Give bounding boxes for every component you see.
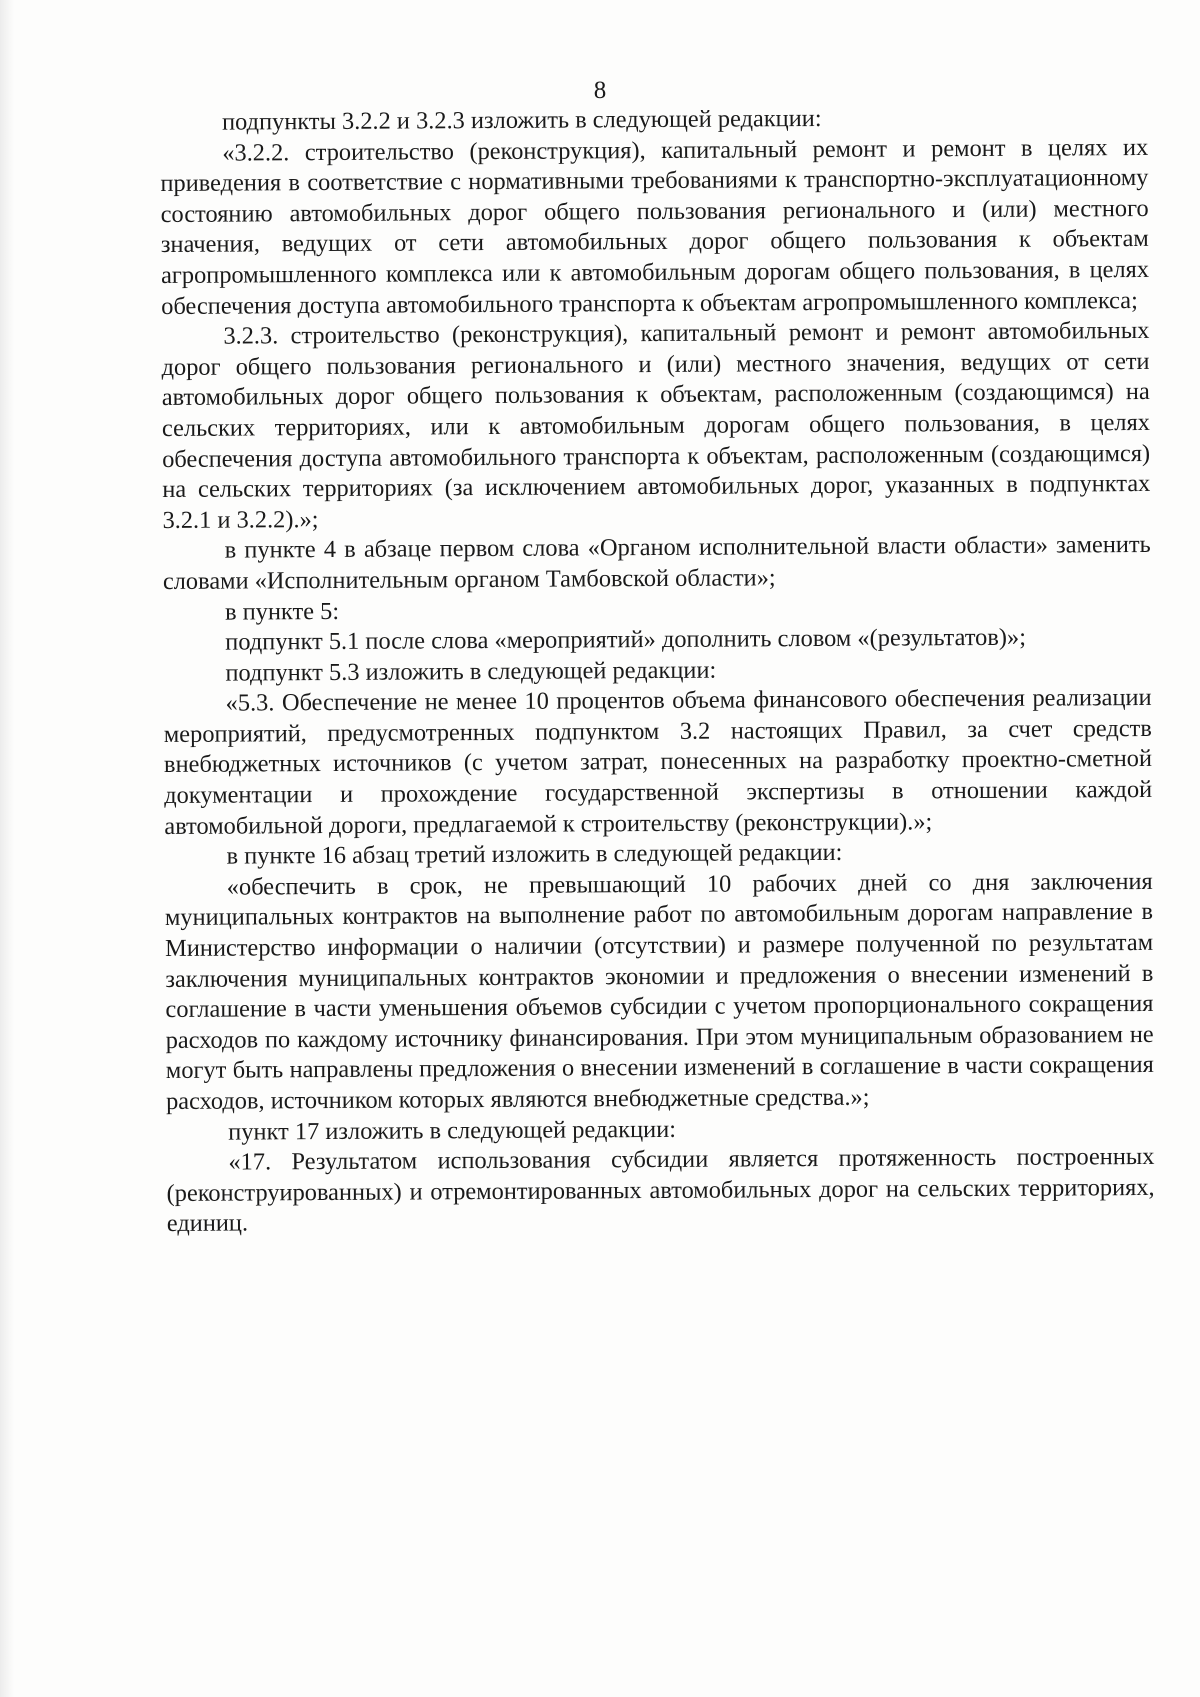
paragraph-point-17-intro: пункт 17 изложить в следующей редакции: <box>228 1115 677 1146</box>
paragraph-point-16: «обеспечить в срок, не превышающий 10 рабочих дней со дня заключения муниципальных контрактов на выполнение работ по автомобильным дорогам направление в Министерство информации о наличии (отсутствии) и размере полученной по результатам заключения муниципальных контрактов экономии и предложения о внесении изменений в соглашение в части уменьшения объемов субсидии с учетом пропорционального сокращения расходов по каждому источнику финансирования. При этом муниципальным образованием не могут быть направлены предложения о внесении изменений в соглашение в части сокращения расходов, источником которых являются внебюджетные средства.»; <box>164 867 1154 1115</box>
paragraph-5-1: подпункт 5.1 после слова «мероприятий» дополнить словом «(результатов)»; <box>225 623 1027 656</box>
paragraph-point-4: в пункте 4 в абзаце первом слова «Органом исполнительной власти области» заменить словами «Исполнительным органом Тамбовской области»; <box>162 531 1151 595</box>
paragraph-point-5: в пункте 5: <box>224 597 340 626</box>
page-number: 8 <box>593 77 607 104</box>
paragraph-intro-3-2: подпункты 3.2.2 и 3.2.3 изложить в следующей редакции: <box>222 104 822 136</box>
paragraph-3-2-2: «3.2.2. строительство (реконструкция), капитальный ремонт и ремонт в целях их приведения в соответствие с нормативными требованиями к транспортно-эксплуатационному состоянию автомобильных дорог общего пользования регионального и (или) местного значения, ведущих от сети автомобильных дорог общего пользования к объектам агропромышленного комплекса или к автомобильным дорогам общего пользования, в целях обеспечения доступа автомобильного транспорта к объектам агропромышленного комплекса; <box>160 133 1150 320</box>
paragraph-point-17: «17. Результатом использования субсидии является протяженность построенных (реконструированных) и отремонтированных автомобильных дорог на сельских территориях, единиц. <box>166 1143 1155 1238</box>
paragraph-3-2-3: 3.2.3. строительство (реконструкция), капитальный ремонт и ремонт автомобильных дорог общего пользования регионального и (или) местного значения, ведущих от сети автомобильных дорог общего пользования к объектам, расположенным (создающимся) на сельских территориях, или к автомобильным дорогам общего пользования, в целях обеспечения доступа автомобильного транспорта к объектам, расположенным (создающимся) на сельских территориях (за исключением автомобильных дорог, указанных в подпунктах 3.2.1 и 3.2.2).»; <box>161 317 1151 534</box>
paragraph-point-16-intro: в пункте 16 абзац третий изложить в следующей редакции: <box>226 839 843 870</box>
document-body <box>160 102 1155 1240</box>
scan-edge-shadow <box>0 0 14 1697</box>
paragraph-5-3-intro: подпункт 5.3 изложить в следующей редакции: <box>225 656 717 687</box>
paragraph-5-3: «5.3. Обеспечение не менее 10 процентов объема финансового обеспечения реализации мероприятий, предусмотренных подпунктом 3.2 настоящих Правил, за счет средств внебюджетных источников (с учетом затрат, понесенных на разработку проектно-сметной документации и прохождение государственной экспертизы в отношении каждой автомобильной дороги, предлагаемой к строительству (реконструкции).»; <box>163 684 1153 840</box>
